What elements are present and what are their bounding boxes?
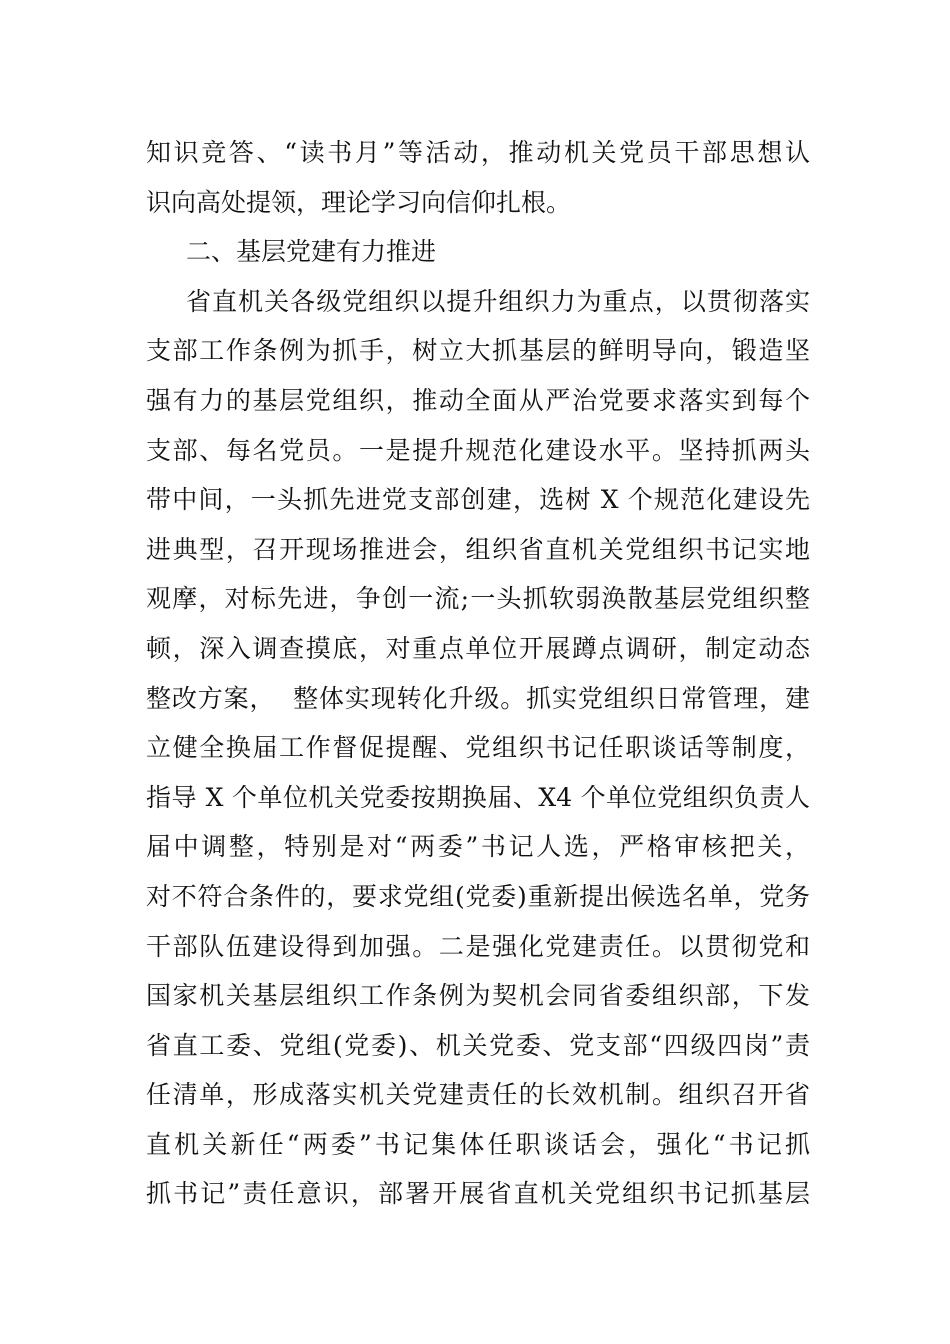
text-line: 省直工委、党组(党委)、机关党委、党支部“四级四岗”责 bbox=[146, 1030, 810, 1060]
text-line: 观摩，对标先进，争创一流;一头抓软弱涣散基层党组织整 bbox=[146, 584, 810, 614]
text-line: 任清单，形成落实机关党建责任的长效机制。组织召开省 bbox=[146, 1080, 810, 1110]
text-line: 支部、每名党员。一是提升规范化建设水平。坚持抓两头 bbox=[146, 435, 810, 465]
text-line: 国家机关基层组织工作条例为契机会同省委组织部，下发 bbox=[146, 981, 810, 1011]
text-line: 顿，深入调查摸底，对重点单位开展蹲点调研，制定动态 bbox=[146, 633, 810, 663]
text-line: 指导 X 个单位机关党委按期换届、X4 个单位党组织负责人 bbox=[146, 782, 810, 812]
text-line: 强有力的基层党组织，推动全面从严治党要求落实到每个 bbox=[146, 385, 810, 415]
text-line: 整改方案， 整体实现转化升级。抓实党组织日常管理，建 bbox=[146, 683, 810, 713]
text-line: 干部队伍建设得到加强。二是强化党建责任。以贯彻党和 bbox=[146, 931, 810, 961]
text-line: 支部工作条例为抓手，树立大抓基层的鲜明导向，锻造坚 bbox=[146, 336, 810, 366]
text-line: 识向高处提领，理论学习向信仰扎根。 bbox=[146, 187, 572, 217]
text-line: 带中间，一头抓先进党支部创建，选树 X 个规范化建设先 bbox=[146, 485, 810, 515]
body-text bbox=[146, 128, 810, 1219]
text-line: 直机关新任“两委”书记集体任职谈话会，强化“书记抓 bbox=[146, 1129, 810, 1159]
text-line: 抓书记”责任意识，部署开展省直机关党组织书记抓基层 bbox=[146, 1179, 810, 1209]
text-line: 届中调整，特别是对“两委”书记人选，严格审核把关， bbox=[146, 832, 810, 862]
section-heading: 二、基层党建有力推进 bbox=[186, 237, 437, 267]
text-line: 知识竞答、“读书月”等活动，推动机关党员干部思想认 bbox=[146, 138, 810, 167]
text-line: 省直机关各级党组织以提升组织力为重点，以贯彻落实 bbox=[186, 286, 810, 316]
text-line: 对不符合条件的，要求党组(党委)重新提出候选名单，党务 bbox=[146, 881, 810, 911]
text-line: 立健全换届工作督促提醒、党组织书记任职谈话等制度， bbox=[146, 733, 810, 763]
text-line: 进典型，召开现场推进会，组织省直机关党组织书记实地 bbox=[146, 534, 810, 564]
